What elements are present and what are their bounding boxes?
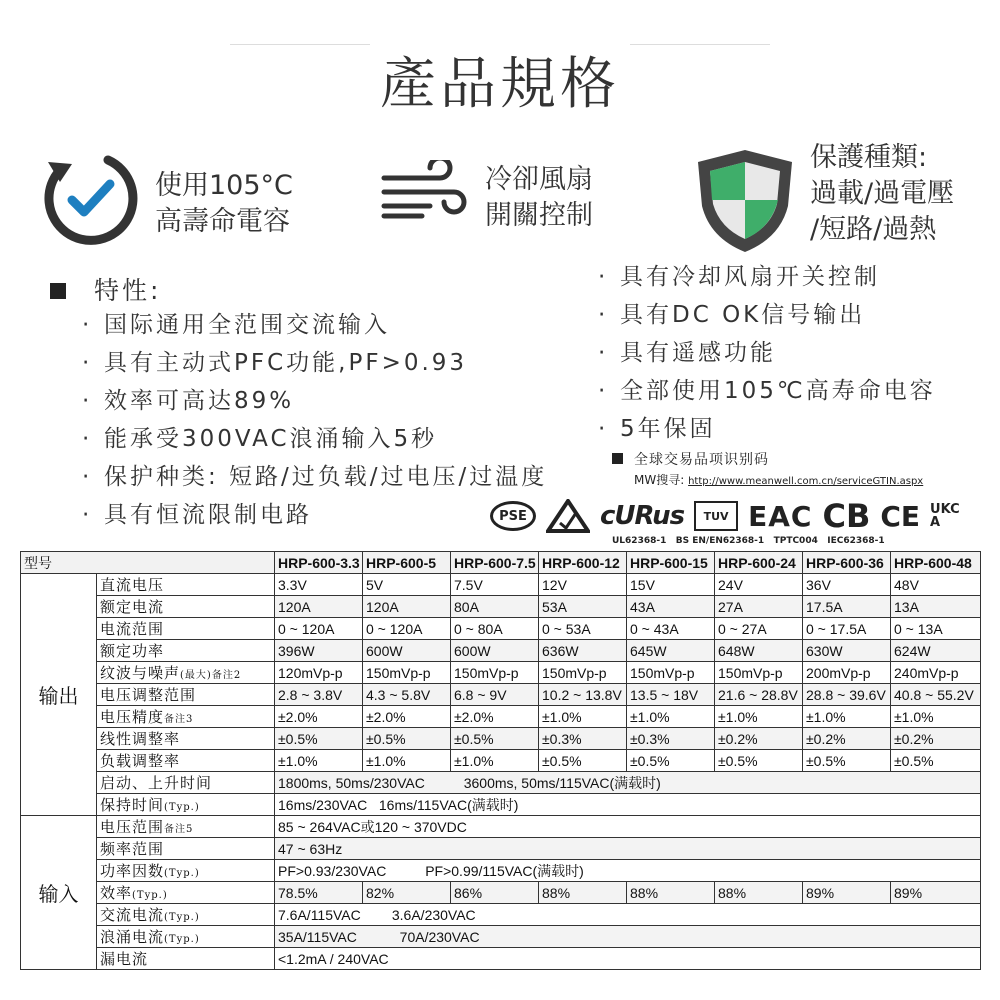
table-row <box>21 706 981 728</box>
table-cell: ±2.0% <box>363 706 451 728</box>
row-label: 线性调整率 <box>97 728 275 750</box>
table-cell-span: 1800ms, 50ms/230VAC 3600ms, 50ms/115VAC(满载时) <box>275 772 981 794</box>
gtin-square-icon <box>612 453 623 464</box>
table-cell: ±0.3% <box>539 728 627 750</box>
ce-logo-icon: CE <box>880 499 921 533</box>
table-cell: ±0.5% <box>891 750 981 772</box>
row-label: 电压精度备注3 <box>97 706 275 728</box>
table-cell: ±1.0% <box>539 706 627 728</box>
table-row <box>21 662 981 684</box>
list-item: · 国际通用全范围交流输入 <box>82 312 390 338</box>
feature-capacitor-line2: 高壽命電容 <box>155 206 290 237</box>
table-cell-span: <1.2mA / 240VAC <box>275 948 981 970</box>
table-cell: 28.8 ~ 39.6V <box>803 684 891 706</box>
list-item: · 具有DC OK信号输出 <box>598 302 866 328</box>
row-label: 纹波与噪声(最大)备注2 <box>97 662 275 684</box>
gtin-label: 全球交易品项识别码 <box>634 452 769 468</box>
table-cell: 150mVp-p <box>451 662 539 684</box>
ukca-logo-icon: UKCA <box>930 502 960 530</box>
table-row <box>21 838 981 860</box>
table-cell: 89% <box>803 882 891 904</box>
list-item: · 保护种类: 短路/过负载/过电压/过温度 <box>82 464 548 490</box>
pse-logo-icon: PSE <box>490 501 536 531</box>
table-cell: 630W <box>803 640 891 662</box>
row-label: 电压调整范围 <box>97 684 275 706</box>
table-cell: 24V <box>715 574 803 596</box>
table-cell: 150mVp-p <box>539 662 627 684</box>
table-cell: 396W <box>275 640 363 662</box>
table-cell: 17.5A <box>803 596 891 618</box>
table-row <box>21 860 981 882</box>
table-row <box>21 750 981 772</box>
table-row <box>21 926 981 948</box>
table-cell: 36V <box>803 574 891 596</box>
list-item: · 能承受300VAC浪涌输入5秒 <box>82 426 438 452</box>
table-cell: 13.5 ~ 18V <box>627 684 715 706</box>
eac-logo-icon: EAC <box>748 499 813 533</box>
table-cell: 150mVp-p <box>363 662 451 684</box>
row-label: 直流电压 <box>97 574 275 596</box>
table-cell: 240mVp-p <box>891 662 981 684</box>
gtin-line <box>634 471 923 488</box>
model-header: HRP-600-3.3 <box>275 552 363 574</box>
output-group-label: 输出 <box>21 574 97 816</box>
tuv-logo-icon: TUV <box>694 501 738 531</box>
table-cell: 600W <box>363 640 451 662</box>
table-cell: 624W <box>891 640 981 662</box>
table-cell-span: 85 ~ 264VAC或120 ~ 370VDC <box>275 816 981 838</box>
table-row <box>21 794 981 816</box>
table-cell: 150mVp-p <box>627 662 715 684</box>
table-cell: ±1.0% <box>627 706 715 728</box>
table-cell: ±0.5% <box>275 728 363 750</box>
table-cell: 120A <box>363 596 451 618</box>
model-header: HRP-600-15 <box>627 552 715 574</box>
ul-logo-icon: cURus <box>600 501 685 531</box>
table-cell: ±0.2% <box>803 728 891 750</box>
table-cell: 120mVp-p <box>275 662 363 684</box>
table-cell: 89% <box>891 882 981 904</box>
table-cell: 648W <box>715 640 803 662</box>
table-cell: ±0.5% <box>803 750 891 772</box>
table-cell: ±1.0% <box>363 750 451 772</box>
model-header: HRP-600-5 <box>363 552 451 574</box>
table-row <box>21 574 981 596</box>
list-item: · 5年保固 <box>598 416 716 442</box>
table-cell: ±0.5% <box>715 750 803 772</box>
table-cell: 0 ~ 13A <box>891 618 981 640</box>
model-header: HRP-600-12 <box>539 552 627 574</box>
row-label: 启动、上升时间 <box>97 772 275 794</box>
characteristics-heading: 特性: <box>94 276 162 305</box>
table-cell: 88% <box>627 882 715 904</box>
table-cell: ±0.5% <box>539 750 627 772</box>
table-cell: 88% <box>715 882 803 904</box>
table-cell: 0 ~ 17.5A <box>803 618 891 640</box>
table-cell: 10.2 ~ 13.8V <box>539 684 627 706</box>
list-item: · 具有主动式PFC功能,PF>0.93 <box>82 350 468 376</box>
table-cell: 4.3 ~ 5.8V <box>363 684 451 706</box>
row-label: 漏电流 <box>97 948 275 970</box>
table-cell: 0 ~ 80A <box>451 618 539 640</box>
table-cell: 6.8 ~ 9V <box>451 684 539 706</box>
table-cell: ±1.0% <box>715 706 803 728</box>
table-cell: ±2.0% <box>275 706 363 728</box>
table-cell: 120A <box>275 596 363 618</box>
list-item: · 全部使用105℃高寿命电容 <box>598 378 936 404</box>
feature-capacitor <box>155 168 293 240</box>
row-label: 频率范围 <box>97 838 275 860</box>
table-cell: 150mVp-p <box>715 662 803 684</box>
clock-icon <box>38 148 138 248</box>
row-label: 电流范围 <box>97 618 275 640</box>
table-cell: ±0.2% <box>715 728 803 750</box>
table-cell: ±0.2% <box>891 728 981 750</box>
list-item: · 具有恒流限制电路 <box>82 502 312 528</box>
feature-protection-line1: 保護種類: <box>810 142 928 173</box>
table-cell-span: 7.6A/115VAC 3.6A/230VAC <box>275 904 981 926</box>
table-cell: 27A <box>715 596 803 618</box>
feature-fan <box>485 162 593 234</box>
table-cell: 80A <box>451 596 539 618</box>
characteristics-right <box>598 258 936 448</box>
table-cell: ±1.0% <box>891 706 981 728</box>
row-label: 额定电流 <box>97 596 275 618</box>
table-cell-span: 16ms/230VAC 16ms/115VAC(满载时) <box>275 794 981 816</box>
table-row <box>21 904 981 926</box>
feature-protection-line2: 過載/過電壓 <box>810 178 955 209</box>
row-label: 保持时间(Typ.) <box>97 794 275 816</box>
page-title: 產品規格 <box>380 52 620 117</box>
shield-icon <box>692 146 798 256</box>
table-cell: 86% <box>451 882 539 904</box>
table-cell: 13A <box>891 596 981 618</box>
row-label: 功率因数(Typ.) <box>97 860 275 882</box>
feature-capacitor-line1: 使用105°C <box>155 170 293 201</box>
row-label: 电压范围备注5 <box>97 816 275 838</box>
table-cell: 53A <box>539 596 627 618</box>
table-cell: 645W <box>627 640 715 662</box>
table-cell: 636W <box>539 640 627 662</box>
model-header: HRP-600-36 <box>803 552 891 574</box>
wind-icon <box>378 160 478 224</box>
table-row <box>21 618 981 640</box>
model-header: HRP-600-24 <box>715 552 803 574</box>
table-cell: 7.5V <box>451 574 539 596</box>
feature-protection <box>810 140 954 248</box>
feature-protection-line3: /短路/過熱 <box>810 214 937 245</box>
model-header: HRP-600-7.5 <box>451 552 539 574</box>
table-cell: 0 ~ 120A <box>363 618 451 640</box>
table-row <box>21 816 981 838</box>
table-cell: 82% <box>363 882 451 904</box>
table-cell: 40.8 ~ 55.2V <box>891 684 981 706</box>
table-cell: 3.3V <box>275 574 363 596</box>
table-cell: 0 ~ 27A <box>715 618 803 640</box>
characteristics-left <box>82 306 547 534</box>
table-cell: 0 ~ 120A <box>275 618 363 640</box>
gtin-link[interactable]: http://www.meanwell.com.cn/serviceGTIN.aspx <box>688 476 924 487</box>
row-label: 浪涌电流(Typ.) <box>97 926 275 948</box>
table-cell: 0 ~ 43A <box>627 618 715 640</box>
model-header: HRP-600-48 <box>891 552 981 574</box>
table-cell: ±0.5% <box>627 750 715 772</box>
table-row <box>21 882 981 904</box>
table-cell-span: 47 ~ 63Hz <box>275 838 981 860</box>
table-row <box>21 772 981 794</box>
table-cell: 0 ~ 53A <box>539 618 627 640</box>
table-cell-span: PF>0.93/230VAC PF>0.99/115VAC(满载时) <box>275 860 981 882</box>
table-cell: ±1.0% <box>275 750 363 772</box>
input-group-label: 输入 <box>21 816 97 970</box>
rcm-logo-icon <box>546 499 590 533</box>
row-label: 交流电流(Typ.) <box>97 904 275 926</box>
model-label: 型号 <box>21 552 275 574</box>
cert-standards: UL62368-1 BS EN/EN62368-1 TPTC004 IEC62368-1 <box>612 536 885 546</box>
table-cell: 48V <box>891 574 981 596</box>
table-cell: 15V <box>627 574 715 596</box>
table-cell: ±1.0% <box>451 750 539 772</box>
list-item: · 具有遥感功能 <box>598 340 776 366</box>
table-cell: ±2.0% <box>451 706 539 728</box>
cb-logo-icon: CB <box>822 497 871 535</box>
feature-fan-line2: 開關控制 <box>485 200 593 231</box>
title-area <box>0 0 1000 130</box>
table-header-row <box>21 552 981 574</box>
table-cell: 21.6 ~ 28.8V <box>715 684 803 706</box>
table-cell: ±0.5% <box>451 728 539 750</box>
table-cell: ±0.3% <box>627 728 715 750</box>
gtin-prefix: MW搜寻: <box>634 473 685 487</box>
row-label: 额定功率 <box>97 640 275 662</box>
table-row <box>21 728 981 750</box>
list-item: · 效率可高达89% <box>82 388 295 414</box>
row-label: 负载调整率 <box>97 750 275 772</box>
table-cell: 200mVp-p <box>803 662 891 684</box>
table-row <box>21 684 981 706</box>
table-cell: 78.5% <box>275 882 363 904</box>
table-cell: 12V <box>539 574 627 596</box>
table-cell: 5V <box>363 574 451 596</box>
row-label: 效率(Typ.) <box>97 882 275 904</box>
table-cell: ±0.5% <box>363 728 451 750</box>
table-cell: 88% <box>539 882 627 904</box>
list-item: · 具有冷却风扇开关控制 <box>598 264 880 290</box>
table-row <box>21 640 981 662</box>
feature-fan-line1: 冷卻風扇 <box>485 164 593 195</box>
table-cell: 2.8 ~ 3.8V <box>275 684 363 706</box>
cert-logos <box>490 496 960 536</box>
table-cell: ±1.0% <box>803 706 891 728</box>
table-cell: 600W <box>451 640 539 662</box>
table-cell-span: 35A/115VAC 70A/230VAC <box>275 926 981 948</box>
table-cell: 43A <box>627 596 715 618</box>
table-row <box>21 596 981 618</box>
table-row <box>21 948 981 970</box>
heading-square-icon <box>50 283 66 299</box>
spec-table <box>20 551 981 970</box>
